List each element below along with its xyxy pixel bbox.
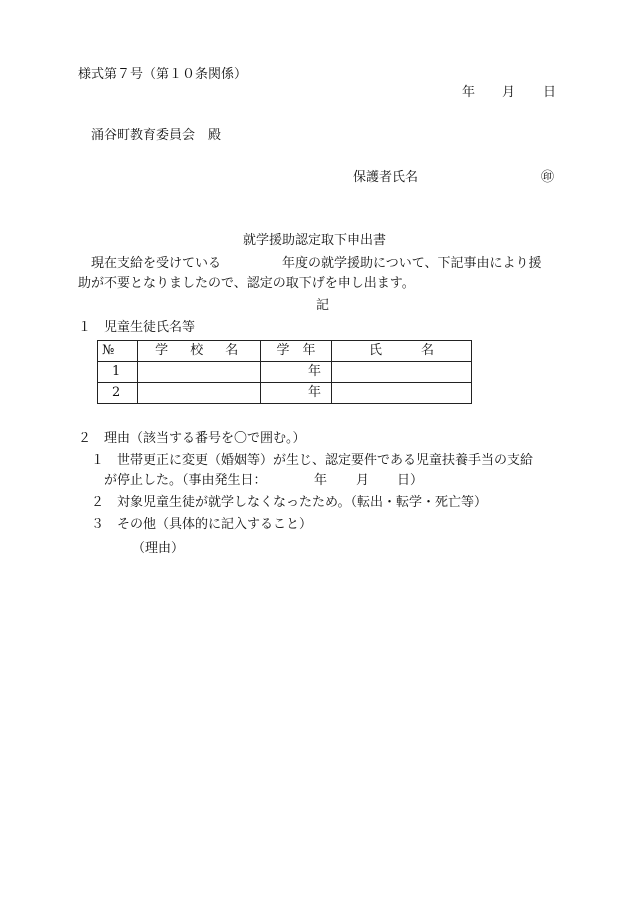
student-table [97,340,472,404]
row-no: 2 [98,383,138,404]
form-number: 様式第７号（第１０条関係） [78,67,248,82]
row-school-cell[interactable] [138,362,261,383]
event-date-year-label: 年 [314,473,328,488]
seal-mark: ㊞ [541,170,555,185]
row-no: 1 [98,362,138,383]
body-line1-end: 年度の就学援助について、下記事由により援 [282,256,542,271]
header-grade: 学 年 [261,341,332,362]
row-name-cell[interactable] [332,383,472,404]
date-day-label: 日 [543,85,557,100]
reason-label: （理由） [132,541,185,556]
table-row [98,362,472,383]
header-name: 氏 名 [332,341,472,362]
table-header-row [98,341,472,362]
addressee: 涌谷町教育委員会 殿 [91,128,222,143]
reason-item-2: ２ 対象児童生徒が就学しなくなったため。（転出・転学・死亡等） [91,495,487,510]
reason-item-1-line1: １ 世帯更正に変更（婚姻等）が生じ、認定要件である児童扶養手当の支給 [91,453,534,468]
document-title: 就学援助認定取下申出書 [243,233,387,248]
row-school-cell[interactable] [138,383,261,404]
table-row [98,383,472,404]
row-grade-cell[interactable]: 年 [261,383,332,404]
body-line1-start: 現在支給を受けている [91,256,222,271]
date-month-label: 月 [502,85,516,100]
section2-heading: ２ 理由（該当する番号を〇で囲む。） [78,431,306,446]
body-line2: 助が不要となりましたので、認定の取下げを申し出ます。 [78,276,415,291]
reason-item-1-line2: が停止した。（事由発生日： [104,473,267,488]
header-school: 学 校 名 [138,341,261,362]
row-grade-cell[interactable]: 年 [261,362,332,383]
event-date-month-label: 月 [356,473,370,488]
ki-heading: 記 [316,298,330,313]
header-no: № [98,341,138,362]
date-year-label: 年 [462,85,476,100]
row-name-cell[interactable] [332,362,472,383]
reason-item-3: ３ その他（具体的に記入すること） [91,517,313,532]
guardian-name-label: 保護者氏名 [353,170,419,185]
event-date-day-label: 日） [397,473,424,488]
section1-heading: １ 児童生徒氏名等 [78,320,196,335]
